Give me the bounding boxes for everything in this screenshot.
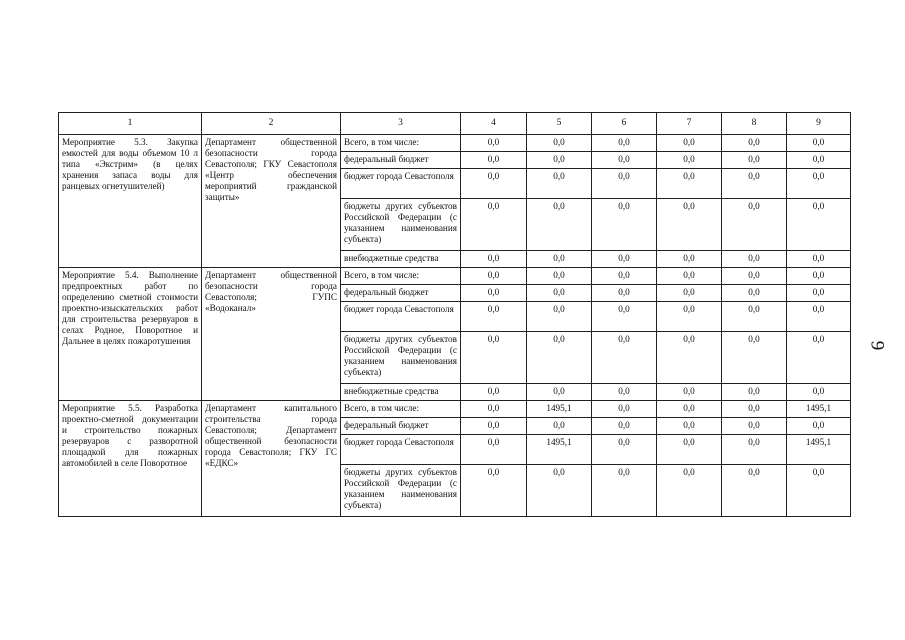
event-executor: Департамент капитального строительства города Севастополя; Департамент общественной безопасности города Севастополя; ГКУ ГС «ЕДКС» [202,401,341,517]
value-cell: 0,0 [461,465,527,517]
value-cell: 0,0 [527,169,592,199]
value-cell: 0,0 [461,401,527,418]
value-cell: 0,0 [657,135,722,152]
column-header: 3 [341,113,461,135]
funding-table [58,112,851,517]
column-header: 7 [657,113,722,135]
value-cell: 0,0 [787,384,851,401]
value-cell: 0,0 [527,465,592,517]
value-cell: 0,0 [592,135,657,152]
funding-source: Всего, в том числе: [341,401,461,418]
value-cell: 0,0 [461,169,527,199]
funding-source: внебюджетные средства [341,384,461,401]
value-cell: 0,0 [527,332,592,384]
value-cell: 0,0 [527,285,592,302]
value-cell: 0,0 [592,418,657,435]
column-header: 2 [202,113,341,135]
value-cell: 0,0 [657,152,722,169]
value-cell: 0,0 [657,268,722,285]
funding-source: Всего, в том числе: [341,268,461,285]
value-cell: 0,0 [657,384,722,401]
value-cell: 0,0 [787,332,851,384]
table-row [59,401,851,418]
value-cell: 0,0 [787,302,851,332]
value-cell: 0,0 [461,285,527,302]
value-cell: 0,0 [527,302,592,332]
funding-source: федеральный бюджет [341,152,461,169]
value-cell: 0,0 [787,418,851,435]
event-executor: Департамент общественной безопасности города Севастополя; ГУПС «Водоканал» [202,268,341,401]
table-row [59,268,851,285]
value-cell: 0,0 [592,302,657,332]
value-cell: 0,0 [461,332,527,384]
column-number-row [59,113,851,135]
value-cell: 0,0 [657,401,722,418]
value-cell: 0,0 [657,435,722,465]
value-cell: 0,0 [722,135,787,152]
value-cell: 0,0 [722,302,787,332]
value-cell: 0,0 [722,285,787,302]
funding-source: бюджеты других субъектов Российской Федерации (с указанием наименования субъекта) [341,199,461,251]
value-cell: 0,0 [722,401,787,418]
value-cell: 0,0 [461,302,527,332]
value-cell: 0,0 [527,268,592,285]
value-cell: 0,0 [722,435,787,465]
value-cell: 0,0 [592,169,657,199]
value-cell: 0,0 [722,169,787,199]
value-cell: 0,0 [787,135,851,152]
value-cell: 0,0 [592,199,657,251]
value-cell: 0,0 [527,418,592,435]
column-header: 9 [787,113,851,135]
value-cell: 0,0 [722,199,787,251]
funding-source: бюджеты других субъектов Российской Федерации (с указанием наименования субъекта) [341,465,461,517]
value-cell: 0,0 [592,401,657,418]
value-cell: 0,0 [657,285,722,302]
funding-source: бюджет города Севастополя [341,302,461,332]
value-cell: 0,0 [461,152,527,169]
event-name: Мероприятие 5.3. Закупка емкостей для воды объемом 10 л типа «Экстрим» (в целях хранения запаса воды для ранцевых огнетушителей) [59,135,202,268]
value-cell: 0,0 [461,418,527,435]
value-cell: 0,0 [722,332,787,384]
value-cell: 1495,1 [527,401,592,418]
column-header: 5 [527,113,592,135]
value-cell: 0,0 [461,251,527,268]
value-cell: 1495,1 [527,435,592,465]
value-cell: 0,0 [722,251,787,268]
value-cell: 0,0 [592,332,657,384]
event-name: Мероприятие 5.4. Выполнение предпроектных работ по определению сметной стоимости проектно-изыскательских работ для строительства резервуаров в селах Родное, Поворотное и Дальнее в целях пожаротушения [59,268,202,401]
value-cell: 0,0 [592,285,657,302]
value-cell: 0,0 [657,332,722,384]
value-cell: 0,0 [527,251,592,268]
value-cell: 1495,1 [787,435,851,465]
value-cell: 0,0 [657,465,722,517]
funding-source: бюджет города Севастополя [341,169,461,199]
funding-source: бюджет города Севастополя [341,435,461,465]
funding-source: бюджеты других субъектов Российской Федерации (с указанием наименования субъекта) [341,332,461,384]
funding-source: внебюджетные средства [341,251,461,268]
value-cell: 0,0 [787,152,851,169]
page-number: 9 [866,340,888,351]
event-name: Мероприятие 5.5. Разработка проектно-сметной документации и строительство пожарных резервуаров с разворотной площадкой для пожарных автомобилей в селе Поворотное [59,401,202,517]
value-cell: 0,0 [787,251,851,268]
value-cell: 0,0 [722,384,787,401]
value-cell: 0,0 [592,384,657,401]
value-cell: 0,0 [461,199,527,251]
value-cell: 0,0 [657,199,722,251]
value-cell: 0,0 [657,302,722,332]
value-cell: 0,0 [527,384,592,401]
value-cell: 0,0 [722,152,787,169]
event-executor: Департамент общественной безопасности города Севастополя; ГКУ Севастополя «Центр обеспечения мероприятий гражданской защиты» [202,135,341,268]
funding-source: федеральный бюджет [341,418,461,435]
value-cell: 0,0 [592,268,657,285]
value-cell: 0,0 [787,199,851,251]
value-cell: 0,0 [461,268,527,285]
value-cell: 0,0 [592,251,657,268]
value-cell: 0,0 [461,135,527,152]
value-cell: 0,0 [592,465,657,517]
value-cell: 0,0 [657,418,722,435]
value-cell: 0,0 [787,169,851,199]
value-cell: 0,0 [722,465,787,517]
value-cell: 0,0 [787,268,851,285]
value-cell: 0,0 [787,285,851,302]
column-header: 8 [722,113,787,135]
column-header: 6 [592,113,657,135]
value-cell: 0,0 [461,384,527,401]
value-cell: 0,0 [527,199,592,251]
value-cell: 0,0 [461,435,527,465]
value-cell: 0,0 [527,152,592,169]
value-cell: 0,0 [787,465,851,517]
table-row [59,135,851,152]
funding-source: Всего, в том числе: [341,135,461,152]
value-cell: 0,0 [657,169,722,199]
column-header: 4 [461,113,527,135]
value-cell: 0,0 [722,268,787,285]
value-cell: 0,0 [527,135,592,152]
funding-source: федеральный бюджет [341,285,461,302]
column-header: 1 [59,113,202,135]
value-cell: 0,0 [722,418,787,435]
value-cell: 1495,1 [787,401,851,418]
value-cell: 0,0 [592,435,657,465]
value-cell: 0,0 [657,251,722,268]
value-cell: 0,0 [592,152,657,169]
